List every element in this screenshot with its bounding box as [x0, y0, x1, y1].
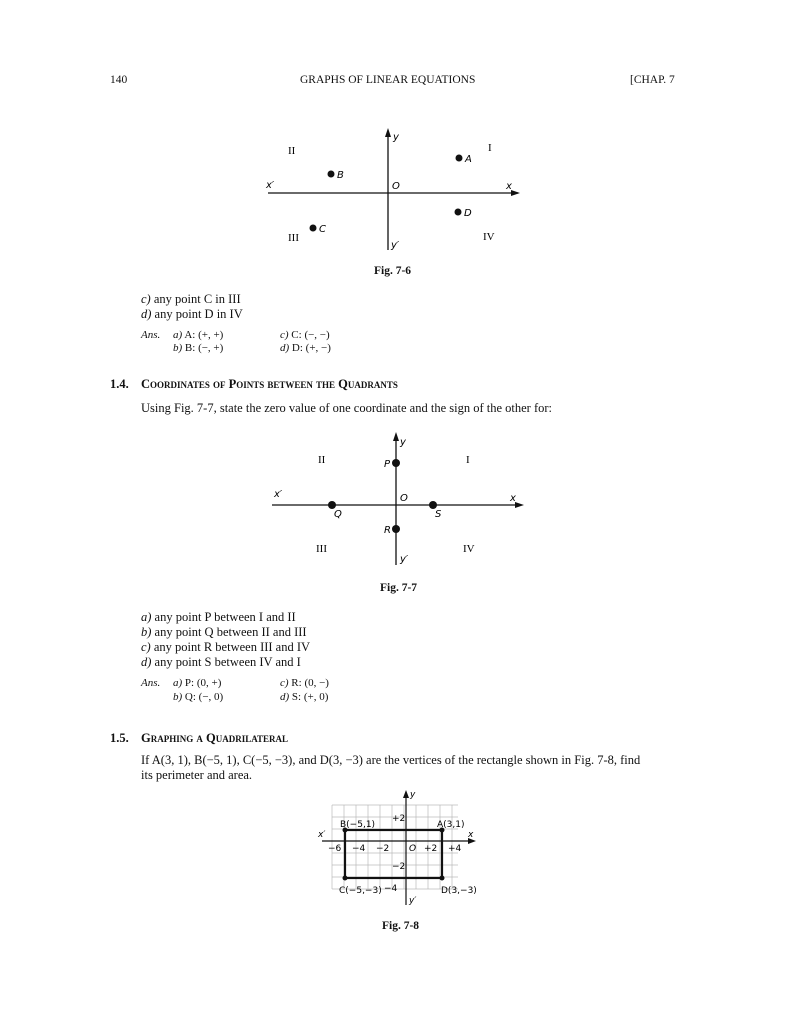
point-label: D — [464, 208, 472, 219]
list-item: b) any point Q between II and III — [141, 625, 307, 639]
quadrant-label: I — [466, 454, 470, 466]
x-prime-label: x′ — [318, 830, 326, 840]
tick-label: +2 — [392, 814, 406, 824]
origin-label: O — [409, 844, 417, 854]
list-item: c) any point R between III and IV — [141, 640, 311, 654]
figure-caption: Fig. 7-7 — [380, 582, 418, 594]
point-label: A — [465, 154, 472, 165]
answer-item: c) R: (0, −) — [280, 677, 329, 689]
point-label: Q — [334, 509, 342, 520]
vertex-label: D(3,−3) — [441, 886, 477, 896]
vertex-label: C(−5,−3) — [339, 886, 382, 896]
vertex-d — [440, 876, 445, 881]
figure-7-6 — [250, 120, 540, 255]
vertex-label: A(3,1) — [437, 820, 465, 830]
x-arrow-icon — [515, 502, 524, 508]
section-text: If A(3, 1), B(−5, 1), C(−5, −3), and D(3, −3) are the vertices of the rectangle shown in Fig. 7-8, find — [141, 753, 641, 767]
section-title: Coordinates of Points between the Quadrants — [141, 377, 398, 391]
answer-item: c) C: (−, −) — [280, 329, 330, 341]
chapter-label: [CHAP. 7 — [630, 74, 675, 86]
x-axis-label: x — [506, 181, 512, 192]
page-number: 140 — [110, 74, 128, 86]
figure-7-8 — [310, 785, 490, 915]
section-number: 1.5. — [110, 731, 129, 745]
y-prime-label: y′ — [400, 554, 409, 565]
figure-caption: Fig. 7-6 — [374, 265, 412, 277]
point-d — [455, 209, 462, 216]
quadrant-label: IV — [463, 543, 475, 555]
x-prime-label: x′ — [274, 489, 283, 500]
y-axis-label: y — [410, 790, 416, 800]
quadrant-label: III — [288, 232, 299, 244]
vertex-label: B(−5,1) — [340, 820, 376, 830]
figure-caption: Fig. 7-8 — [382, 920, 420, 932]
answer-label: Ans. — [141, 677, 161, 689]
tick-label: −4 — [352, 844, 366, 854]
point-p — [392, 459, 400, 467]
point-label: R — [384, 525, 391, 536]
x-prime-label: x′ — [266, 180, 275, 191]
tick-label: +2 — [424, 844, 438, 854]
tick-label: −6 — [328, 844, 342, 854]
point-label: B — [337, 170, 344, 181]
tick-label: −2 — [392, 862, 406, 872]
list-item: d) any point D in IV — [141, 307, 243, 321]
y-prime-label: y′ — [391, 240, 400, 251]
answer-item: a) P: (0, +) — [173, 677, 222, 689]
quadrant-label: I — [488, 142, 492, 154]
quadrant-label: II — [318, 454, 326, 466]
x-axis-label: x — [510, 493, 516, 504]
running-title: GRAPHS OF LINEAR EQUATIONS — [300, 74, 476, 86]
y-arrow-icon — [403, 790, 409, 798]
answer-item: d) D: (+, −) — [280, 342, 331, 354]
origin-label: O — [392, 181, 400, 192]
x-arrow-icon — [511, 190, 520, 196]
tick-label: +4 — [448, 844, 462, 854]
y-axis-label: y — [400, 437, 406, 448]
list-item: a) any point P between I and II — [141, 610, 296, 624]
point-r — [392, 525, 400, 533]
section-number: 1.4. — [110, 377, 129, 391]
list-item: d) any point S between IV and I — [141, 655, 301, 669]
y-arrow-icon — [385, 128, 391, 137]
quadrant-label: IV — [483, 231, 495, 243]
point-a — [456, 155, 463, 162]
point-label: C — [319, 224, 326, 235]
section-text: its perimeter and area. — [141, 768, 253, 782]
point-label: P — [384, 459, 391, 470]
answer-item: b) Q: (−, 0) — [173, 691, 224, 703]
y-prime-label: y′ — [409, 896, 417, 906]
section-intro: Using Fig. 7-7, state the zero value of one coordinate and the sign of the other for: — [141, 401, 552, 415]
y-arrow-icon — [393, 432, 399, 441]
section-title: Graphing a Quadrilateral — [141, 731, 289, 745]
quadrant-label: III — [316, 543, 327, 555]
vertex-c — [343, 876, 348, 881]
point-c — [310, 225, 317, 232]
answer-item: d) S: (+, 0) — [280, 691, 329, 703]
point-q — [328, 501, 336, 509]
answer-label: Ans. — [141, 329, 161, 341]
x-axis-label: x — [468, 830, 474, 840]
point-s — [429, 501, 437, 509]
y-axis-label: y — [393, 132, 399, 143]
origin-label: O — [400, 493, 408, 504]
quadrant-label: II — [288, 145, 296, 157]
point-b — [328, 171, 335, 178]
point-label: S — [435, 509, 442, 520]
tick-label: −2 — [376, 844, 390, 854]
answer-item: b) B: (−, +) — [173, 342, 224, 354]
tick-label: −4 — [384, 884, 398, 894]
list-item: c) any point C in III — [141, 292, 241, 306]
figure-7-7 — [260, 425, 535, 575]
answer-item: a) A: (+, +) — [173, 329, 224, 341]
